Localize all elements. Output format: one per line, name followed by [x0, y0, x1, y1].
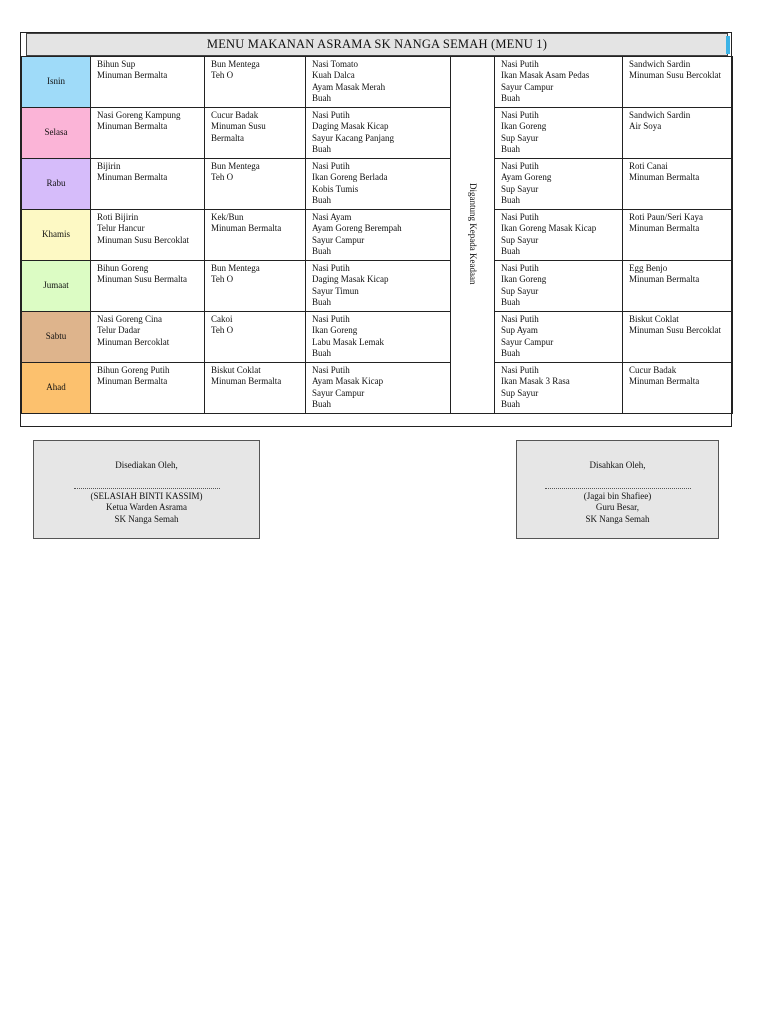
meal-item: Sup Sayur — [501, 285, 539, 296]
meal-item: Sayur Campur — [501, 336, 554, 347]
approved-by-position: Guru Besar, — [595, 502, 640, 512]
meal-cell-dinner — [495, 261, 623, 312]
day-cell — [22, 159, 91, 210]
menu-row-rabu — [22, 159, 733, 210]
meal-cell-supper — [623, 57, 733, 108]
meal-item: Sandwich Sardin — [629, 59, 691, 69]
meal-item: Ayam Masak Merah — [312, 81, 386, 92]
meal-item: Ikan Masak Asam Pedas — [501, 70, 590, 81]
meal-item: Labu Masak Lemak — [312, 336, 384, 347]
meal-item: Minuman Bermalta — [97, 376, 168, 387]
day-label: Jumaat — [43, 280, 69, 291]
approved-by-signature-line — [545, 488, 691, 489]
meal-item: Ayam Goreng — [501, 172, 552, 183]
meal-item: Sup Sayur — [501, 132, 539, 143]
day-cell — [22, 108, 91, 159]
meal-item: Buah — [312, 399, 331, 410]
meal-cell-dinner — [495, 312, 623, 363]
meal-item: Bun Mentega — [211, 263, 260, 273]
meal-item: Ikan Masak 3 Rasa — [501, 376, 570, 387]
meal-cell-supper — [623, 159, 733, 210]
meal-cell-supper — [623, 261, 733, 312]
meal-item: Minuman Susu Bercoklat — [629, 325, 721, 336]
meal-item: Teh O — [211, 325, 234, 336]
meal-item: Buah — [312, 195, 331, 206]
meal-cell-breakfast — [91, 57, 205, 108]
meal-item: Nasi Putih — [312, 161, 350, 171]
meal-item: Kuah Dalca — [312, 70, 355, 81]
meal-item: Minuman Bermalta — [629, 376, 700, 387]
meal-item: Air Soya — [629, 121, 662, 132]
meal-item: Nasi Putih — [501, 161, 539, 171]
meal-item: Nasi Putih — [312, 263, 350, 273]
meal-item: Nasi Putih — [501, 59, 539, 69]
meal-cell-dinner — [495, 210, 623, 261]
menu-title-text: MENU MAKANAN ASRAMA SK NANGA SEMAH (MENU 1) — [206, 37, 548, 51]
meal-item: Ikan Goreng — [501, 274, 547, 285]
menu-row-sabtu — [22, 312, 733, 363]
meal-item: Minuman Bermalta — [211, 376, 282, 387]
meal-item: Buah — [312, 144, 331, 155]
meal-cell-breakfast — [91, 312, 205, 363]
menu-row-selasa — [22, 108, 733, 159]
day-label: Rabu — [46, 178, 66, 189]
prepared-by-signature-line — [74, 488, 220, 489]
meal-cell-morning-snack — [205, 261, 306, 312]
meal-cell-breakfast — [91, 363, 205, 414]
meal-item: Buah — [312, 93, 331, 104]
meal-item: Minuman Bermalta — [629, 274, 700, 285]
menu-table-body — [22, 57, 733, 414]
prepared-by-school: SK Nanga Semah — [114, 513, 179, 524]
approved-by-heading: Disahkan Oleh, — [589, 460, 646, 470]
meal-item: Sup Sayur — [501, 387, 539, 398]
meal-cell-breakfast — [91, 261, 205, 312]
prepared-by-name: (SELASIAH BINTI KASSIM) — [90, 490, 203, 501]
meal-item: Minuman Bermalta — [97, 121, 168, 132]
meal-item: Minuman Susu Bercoklat — [629, 70, 721, 81]
meal-item: Minuman Bermalta — [629, 223, 700, 234]
meal-item: Biskut Coklat — [211, 365, 261, 375]
menu-sheet — [20, 32, 732, 427]
meal-cell-dinner — [495, 108, 623, 159]
meal-item: Sayur Campur — [501, 81, 554, 92]
meal-item: Biskut Coklat — [629, 314, 679, 324]
day-cell — [22, 312, 91, 363]
middle-note-cell — [451, 57, 495, 414]
meal-item: Sup Sayur — [501, 183, 539, 194]
meal-item: Bun Mentega — [211, 161, 260, 171]
meal-item: Sup Ayam — [501, 325, 538, 336]
meal-item: Nasi Putih — [312, 365, 350, 375]
approved-by-name: (Jagai bin Shafiee) — [583, 490, 652, 501]
middle-note-label: Digantung Kepada Keadaan — [468, 182, 479, 285]
meal-item: Minuman Susu Bercoklat — [97, 234, 189, 245]
meal-item: Buah — [312, 297, 331, 308]
meal-item: Buah — [501, 195, 520, 206]
meal-item: Roti Paun/Seri Kaya — [629, 212, 703, 222]
meal-item: Nasi Goreng Cina — [97, 314, 162, 324]
meal-cell-breakfast — [91, 159, 205, 210]
meal-item: Roti Canai — [629, 161, 668, 171]
meal-cell-lunch — [306, 159, 451, 210]
meal-cell-supper — [623, 312, 733, 363]
meal-item: Minuman Bermalta — [629, 172, 700, 183]
meal-item: Nasi Putih — [312, 110, 350, 120]
meal-item: Daging Masak Kicap — [312, 121, 389, 132]
meal-cell-lunch — [306, 363, 451, 414]
meal-item: Minuman Bercoklat — [97, 336, 170, 347]
meal-cell-lunch — [306, 108, 451, 159]
meal-item: Minuman Bermalta — [97, 172, 168, 183]
meal-item: Sayur Kacang Panjang — [312, 132, 394, 143]
meal-cell-lunch — [306, 57, 451, 108]
day-label: Sabtu — [45, 331, 67, 342]
meal-item: Bun Mentega — [211, 59, 260, 69]
meal-item: Minuman Bermalta — [97, 70, 168, 81]
day-cell — [22, 57, 91, 108]
meal-cell-morning-snack — [205, 210, 306, 261]
meal-item: Sandwich Sardin — [629, 110, 691, 120]
meal-cell-morning-snack — [205, 108, 306, 159]
menu-row-ahad — [22, 363, 733, 414]
meal-cell-dinner — [495, 57, 623, 108]
day-label: Ahad — [46, 382, 66, 393]
meal-item: Nasi Ayam — [312, 212, 352, 222]
meal-cell-supper — [623, 210, 733, 261]
meal-item: Ikan Goreng Berlada — [312, 172, 388, 183]
approved-by-box — [516, 440, 719, 539]
meal-item: Bihun Sup — [97, 59, 136, 69]
day-label: Khamis — [42, 229, 70, 240]
meal-item: Cucur Badak — [629, 365, 677, 375]
meal-item: Nasi Putih — [501, 365, 539, 375]
menu-row-khamis — [22, 210, 733, 261]
meal-item: Buah — [501, 297, 520, 308]
meal-item: Nasi Tomato — [312, 59, 358, 69]
meal-item: Nasi Goreng Kampung — [97, 110, 181, 120]
meal-cell-supper — [623, 363, 733, 414]
day-cell — [22, 210, 91, 261]
meal-item: Kobis Tumis — [312, 183, 359, 194]
meal-item: Sup Sayur — [501, 234, 539, 245]
meal-cell-morning-snack — [205, 312, 306, 363]
meal-cell-lunch — [306, 210, 451, 261]
day-cell — [22, 261, 91, 312]
meal-item: Teh O — [211, 274, 234, 285]
title-accent-marker — [726, 36, 730, 54]
meal-item: Teh O — [211, 70, 234, 81]
meal-item: Egg Benjo — [629, 263, 668, 273]
prepared-by-position: Ketua Warden Asrama — [105, 502, 188, 512]
menu-row-jumaat — [22, 261, 733, 312]
meal-item: Daging Masak Kicap — [312, 274, 389, 285]
meal-item: Buah — [501, 93, 520, 104]
meal-item: Buah — [501, 246, 520, 257]
meal-item: Sayur Campur — [312, 387, 365, 398]
meal-item: Teh O — [211, 172, 234, 183]
meal-item: Nasi Putih — [501, 263, 539, 273]
meal-item: Cucur Badak — [211, 110, 259, 120]
meal-item: Buah — [501, 348, 520, 359]
meal-item: Ikan Goreng — [312, 325, 358, 336]
meal-cell-morning-snack — [205, 159, 306, 210]
meal-item: Nasi Putih — [501, 314, 539, 324]
meal-item: Roti Bijirin — [97, 212, 139, 222]
meal-item: Buah — [312, 246, 331, 257]
meal-item: Minuman Susu Bermalta — [97, 274, 187, 285]
meal-item: Ikan Goreng — [501, 121, 547, 132]
meal-item: Bihun Goreng — [97, 263, 149, 273]
meal-item: Ayam Masak Kicap — [312, 376, 384, 387]
meal-cell-breakfast — [91, 108, 205, 159]
menu-row-isnin — [22, 57, 733, 108]
day-label: Isnin — [47, 76, 65, 87]
meal-item: Ayam Goreng Berempah — [312, 223, 402, 234]
meal-cell-breakfast — [91, 210, 205, 261]
meal-item: Bijirin — [97, 161, 121, 171]
meal-item: Bermalta — [211, 132, 244, 143]
meal-item: Nasi Putih — [312, 314, 350, 324]
meal-item: Sayur Timun — [312, 285, 359, 296]
meal-item: Buah — [501, 144, 520, 155]
prepared-by-box — [33, 440, 260, 539]
meal-item: Bihun Goreng Putih — [97, 365, 170, 375]
prepared-by-heading: Disediakan Oleh, — [115, 460, 178, 470]
meal-cell-dinner — [495, 159, 623, 210]
meal-cell-morning-snack — [205, 363, 306, 414]
meal-cell-supper — [623, 108, 733, 159]
meal-cell-morning-snack — [205, 57, 306, 108]
meal-item: Ikan Goreng Masak Kicap — [501, 223, 597, 234]
day-label: Selasa — [44, 127, 68, 138]
menu-title — [26, 33, 728, 56]
meal-item: Cakoi — [211, 314, 233, 324]
meal-item: Minuman Susu — [211, 121, 266, 132]
approved-by-school: SK Nanga Semah — [585, 513, 650, 524]
meal-item: Minuman Bermalta — [211, 223, 282, 234]
meal-item: Nasi Putih — [501, 110, 539, 120]
meal-item: Sayur Campur — [312, 234, 365, 245]
day-cell — [22, 363, 91, 414]
meal-item: Telur Dadar — [97, 325, 141, 336]
menu-table — [21, 56, 733, 414]
meal-item: Buah — [312, 348, 331, 359]
meal-cell-lunch — [306, 312, 451, 363]
meal-cell-dinner — [495, 363, 623, 414]
meal-item: Telur Hancur — [97, 223, 145, 234]
meal-cell-lunch — [306, 261, 451, 312]
meal-item: Kek/Bun — [211, 212, 244, 222]
meal-item: Nasi Putih — [501, 212, 539, 222]
meal-item: Buah — [501, 399, 520, 410]
